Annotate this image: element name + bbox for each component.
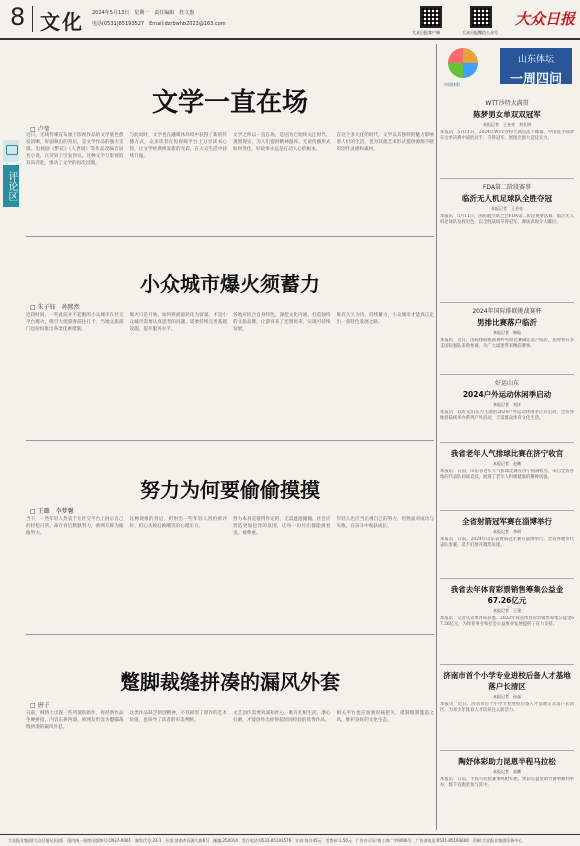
- contact-info: 电话(0531)85193527 Email:dzrbwhb2023@163.com: [92, 21, 226, 27]
- news-body: 本报讯 日前，山东省老年人气排球比赛在济宁圆满收官，来自全省各地的代表队同场竞技，展现了老年人积极健康的精神风貌。: [440, 469, 574, 481]
- qr-code-icon: [420, 6, 442, 28]
- news-item: [440, 582, 574, 662]
- text-column: 这种现象的背后，折射出一些年轻人害怕被评价、担心失败后被嘲笑的心理压力。: [129, 517, 227, 529]
- article-3: [26, 444, 434, 634]
- news-item: [440, 306, 574, 372]
- news-title: 2024户外运动休闲季启动: [462, 390, 552, 399]
- news-body: 本报讯 近日，国际排联挑战赛杯男排比赛确定落户临沂，届时将有多支国际强队来鲁参赛，为广大球迷带来精彩赛事。: [440, 338, 574, 350]
- news-byline: 本报记者 孙磊: [493, 694, 521, 699]
- item-divider: [440, 374, 574, 375]
- article-columns: [26, 312, 434, 432]
- text-column: 近日，光线传媒宣布旗下影视作品的文学底色愈发清晰，好剧频出的背后，是文学作品的强力支撑。电视剧《繁花》《人世间》等作品改编自同名小说，在荧屏上引发热议。这种文学与影视的双向奔赴，推动了文学的再次出圈。: [26, 133, 124, 166]
- news-title: 全省射箭冠军赛在淄博举行: [462, 517, 552, 526]
- news-body: 本报讯 记者从省体育局获悉，2023年我省体育彩票销售筹集公益金67.26亿元，为体育事业和社会公益事业发展提供了有力支持。: [440, 616, 574, 628]
- item-divider: [440, 750, 574, 751]
- column-divider: [436, 44, 437, 830]
- text-column: 近段时间，一些此前并不起眼的小众城市在社交平台爆火，吸引大批游客前往打卡，当地文旅部门也纷纷推出各类优惠措施。: [26, 313, 124, 332]
- section-name: 文化: [40, 10, 84, 34]
- item-divider: [440, 578, 574, 579]
- news-body: 本报讯 日前，半程马拉松赛事鸣枪开跑，体彩公益金助力赛事顺利举办，数千名跑者参与其中。: [440, 777, 574, 789]
- item-divider: [440, 302, 574, 303]
- qr-caption-1: 大众日报客户端: [412, 30, 440, 35]
- banner-line-2: 一周四问: [509, 72, 562, 87]
- news-title: 男排比赛落户临沂: [477, 318, 537, 327]
- news-item: [440, 754, 574, 830]
- news-item: [440, 514, 574, 576]
- news-title: 我省去年体育彩票销售筹集公益金67.26亿元: [450, 585, 564, 605]
- news-body: 本报讯 日前，2024年山东省射箭冠军赛在淄博举行，全省各地市代表队参赛，选手们展开激烈角逐。: [440, 537, 574, 549]
- news-kicker: 好运山东: [494, 380, 519, 387]
- news-body: 本报讯 以好运山东为主题的2024户外运动休闲季正式启动，全省各地将陆续举办系列户外活动，丰富群众体育文化生活。: [440, 410, 574, 422]
- article-columns: [26, 710, 434, 825]
- footer-imprint: 大众报业集团(大众日报社)出版 国内统一连续出版物号:CN37-0001 邮发代号:23-1 社址:济南市泺源大街6号 邮编:250014 发行电话:0531-85193576 订价:每月45元 零售价:1.50元 广告许可证:鲁工商广字0006号 广告部电话:0531-85193600 印刷:大众报业集团印务中心: [0, 834, 580, 846]
- text-column: 在这个多元化的时代，文学以其独特的魅力影响着人们的生活，也为其他艺术形式提供源源不断的创作灵感和素材。: [336, 133, 434, 152]
- news-item: [440, 378, 574, 440]
- news-body: 本报讯 近日，济南市首个小学专业进校后备人才基地正式落户长清区，为青少年体育人才培养注入新活力。: [440, 702, 574, 714]
- text-column: 努力本身是值得肯定的，无需遮遮掩掩。社会应营造更加包容的氛围，让每一份付出都能被看见、被尊重。: [233, 517, 331, 536]
- news-item: [440, 668, 574, 748]
- news-byline: 本报记者 刘洋: [493, 402, 521, 407]
- item-divider: [440, 442, 574, 443]
- headline: 努力为何要偷偷摸摸: [140, 478, 320, 502]
- news-body: 本报讯 5月11日，2024年WTT沙特大满贯落下帷幕。中国选手陈梦在女单决赛中战胜对手，夺得冠军，展现出强大竞技实力。: [440, 130, 574, 142]
- article-2: [26, 240, 434, 440]
- news-title: 济南市首个小学专业进校后备人才基地落户长清区: [443, 671, 571, 691]
- text-column: 爆火只是开始，如何将流量转化为留量，才是小众城市需要认真思考的问题。需要持续完善基础设施，提升服务水平。: [129, 313, 227, 332]
- page-number: 8: [10, 3, 26, 31]
- masthead: [0, 0, 580, 40]
- text-column: 与此同时，文学也在融媒体环境中获得了新的传播方式，众多读者在短视频平台上分享读书心得，让文学经典焕发新的光彩，在大众生活中持续升温。: [129, 133, 227, 159]
- text-column: 当下，一些年轻人热衷于在社交平台上展示自己的轻松日常，却在背后默默努力，被网友称为偷偷努力。: [26, 517, 124, 536]
- comment-icon: [3, 140, 19, 162]
- byline: □ 唐子: [30, 702, 50, 709]
- article-columns: [26, 132, 434, 232]
- masthead-divider: [32, 6, 33, 32]
- news-body: 本报讯 5月11日，国际航空联合会FDA第二阶段赛事落幕，临沂无人机足球队发挥出色，以全胜战绩夺得冠军，赛场表现令人瞩目。: [440, 214, 574, 226]
- news-item: [440, 98, 574, 176]
- text-column: 各地应结合自身特色，深挖文化内涵，打造独特的文旅品牌，让游客来了还想再来，实现可持续发展。: [233, 313, 331, 332]
- dateline: 2024年5月13日 星期一 责任编辑 杜文惠: [92, 10, 195, 16]
- news-title: 我省老年人气排球比赛在济宁收官: [450, 449, 564, 458]
- text-column: 文学之所以一直在场，是因为它始终关注时代、观照现实，为人们提供精神滋养。无论传播形式如何变化，好故事永远是打动人心的根本。: [233, 133, 331, 152]
- qr-code-icon: [470, 6, 492, 28]
- article-1: [26, 44, 434, 234]
- news-byline: 本报记者 王金亮 刘长明: [483, 122, 531, 127]
- rail-label: 评论区: [3, 165, 19, 207]
- news-title: 陈梦男女单双双冠军: [473, 110, 541, 119]
- section-divider: [26, 440, 434, 441]
- left-rail: [0, 90, 20, 830]
- article-columns: [26, 516, 434, 628]
- text-column: 年轻人也应当正视自己的努力，坦然面对成功与失败，在奋斗中收获成长。: [336, 517, 434, 529]
- news-byline: 本报记者 韩振: [493, 330, 521, 335]
- news-byline: 本报记者 高鹏: [493, 769, 521, 774]
- headline: 蹩脚裁缝拼凑的漏风外套: [120, 670, 340, 694]
- news-item: [440, 182, 574, 300]
- news-kicker: FDA第二阶段赛事: [482, 184, 532, 191]
- news-byline: 本报记者 王建: [493, 608, 521, 613]
- news-kicker: WTT沙特大满贯: [485, 100, 529, 107]
- item-divider: [440, 664, 574, 665]
- section-divider: [26, 236, 434, 237]
- byline: □ 王璐 李梦馨: [30, 508, 74, 515]
- sports-banner: [440, 44, 574, 92]
- text-column: 文艺创作需要真诚和匠心，唯有扎根生活、潜心打磨，才能创作出经得起时间检验的优秀作品。: [233, 711, 331, 723]
- headline: 文学一直在场: [151, 88, 308, 118]
- newspaper-logo: 大众日报: [515, 10, 576, 28]
- article-4: [26, 638, 434, 828]
- item-divider: [440, 510, 574, 511]
- banner-sponsor: 中国体彩: [444, 82, 460, 87]
- news-title: 临沂无人机足球队全胜夺冠: [462, 194, 552, 203]
- text-column: 这类作品缺乏原创精神，不仅损害了原作的艺术价值，也误导了读者的审美判断。: [129, 711, 227, 723]
- news-title: 陶妤体彩助力昆恩半程马拉松: [458, 757, 556, 766]
- lottery-logo-icon: [448, 48, 478, 78]
- news-byline: 本报记者 李明: [493, 529, 521, 534]
- headline: 小众城市爆火须蓄力: [140, 272, 320, 296]
- banner-title-box: [500, 48, 572, 87]
- byline: □ 朱子钰 孙熙然: [30, 304, 80, 311]
- section-divider: [26, 634, 434, 635]
- qr-caption-2: 大众日报微信公众号: [462, 30, 498, 35]
- text-column: 相关平台也应加强审核把关，抵制粗制滥造之风，维护良好的文化生态。: [336, 711, 434, 723]
- byline: □ 卢莹: [30, 126, 50, 133]
- item-divider: [440, 178, 574, 179]
- news-kicker: 2024年国际排联挑战赛杯: [472, 308, 542, 315]
- news-byline: 本报记者 王金亮: [491, 206, 523, 211]
- text-column: 日前，网络上出现一些所谓的新作，将经典作品生硬拼接，内容东拼西凑，被网友形容为蹩脚裁缝拼凑的漏风外套。: [26, 711, 124, 730]
- news-item: [440, 446, 574, 508]
- banner-line-1: 山东体坛: [517, 55, 554, 65]
- news-byline: 本报记者 赵鹏: [493, 461, 521, 466]
- text-column: 唯有久久为功，持续蓄力，小众城市才能真正走出一条特色发展之路。: [336, 313, 434, 325]
